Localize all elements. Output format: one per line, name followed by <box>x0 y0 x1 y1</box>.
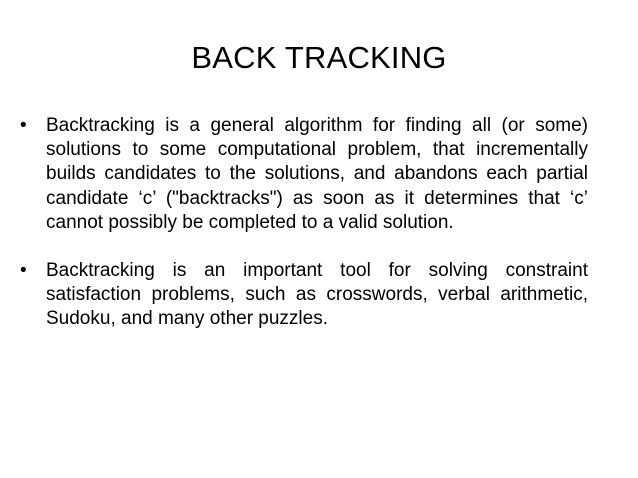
bullet-item <box>20 114 588 235</box>
bullet-item <box>20 259 588 332</box>
slide-title: BACK TRACKING <box>191 40 447 75</box>
bullet-text: Backtracking is an important tool for solving constraint satisfaction problems, such as crosswords, verbal arithmetic, Sudoku, and many other puzzles. <box>46 260 588 330</box>
bullet-list <box>20 114 588 356</box>
bullet-dot-icon: • <box>20 115 27 136</box>
bullet-dot-icon: • <box>20 260 27 282</box>
bullet-text: Backtracking is a general algorithm for finding all (or some) solutions to some computational problem, that incrementally builds candidates to the solutions, and abandons each partial candidate ‘c’ ("backtracks") as soon as it determines that ‘c’ cannot possibly be completed to a valid solution. <box>46 115 588 233</box>
